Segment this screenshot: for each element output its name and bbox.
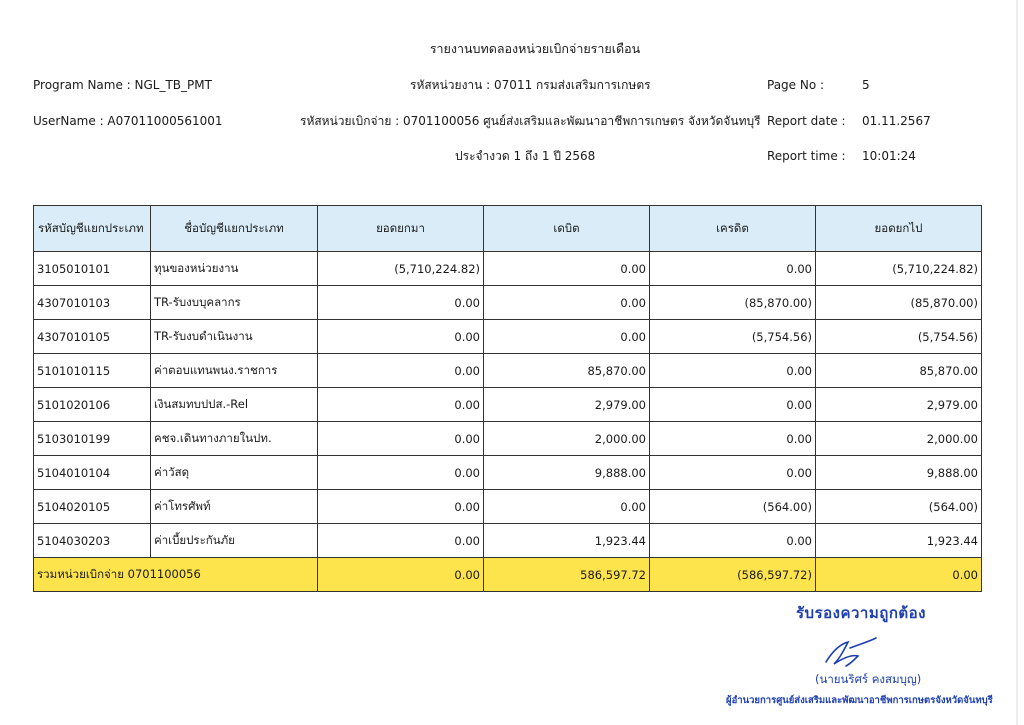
column-header: เดบิต — [484, 206, 650, 252]
total-label: รวมหน่วยเบิกจ่าย 0701100056 — [34, 558, 318, 592]
account-code-cell: 4307010103 — [34, 286, 151, 320]
account-name-cell: ค่าวัสดุ — [151, 456, 318, 490]
user-name: UserName : A07011000561001 — [33, 114, 223, 128]
column-header: รหัสบัญชีแยกประเภท — [34, 206, 151, 252]
certify-stamp: รับรองความถูกต้อง — [796, 604, 926, 622]
amount-cell: (5,710,224.82) — [816, 252, 982, 286]
account-code-cell: 4307010105 — [34, 320, 151, 354]
amount-cell: (564.00) — [816, 490, 982, 524]
amount-cell: 85,870.00 — [816, 354, 982, 388]
amount-cell: (85,870.00) — [816, 286, 982, 320]
account-code-cell: 3105010101 — [34, 252, 151, 286]
report-title: รายงานบทดลองหน่วยเบิกจ่ายรายเดือน — [429, 41, 641, 56]
amount-cell: 2,979.00 — [484, 388, 650, 422]
amount-cell: 0.00 — [650, 354, 816, 388]
amount-cell: 0.00 — [318, 456, 484, 490]
amount-cell: 2,000.00 — [816, 422, 982, 456]
amount-cell: 1,923.44 — [484, 524, 650, 558]
amount-cell: (5,754.56) — [816, 320, 982, 354]
amount-cell: 0.00 — [318, 422, 484, 456]
page-no-label: Page No : — [767, 78, 825, 92]
table-row — [34, 456, 982, 490]
report-date-value: 01.11.2567 — [862, 114, 931, 128]
account-code-cell: 5104020105 — [34, 490, 151, 524]
amount-cell: 0.00 — [318, 320, 484, 354]
amount-cell: 0.00 — [650, 524, 816, 558]
table-row — [34, 252, 982, 286]
table-row — [34, 320, 982, 354]
table-row — [34, 524, 982, 558]
program-name: Program Name : NGL_TB_PMT — [33, 78, 212, 92]
account-name-cell: คชจ.เดินทางภายในปท. — [151, 422, 318, 456]
account-name-cell: ค่าโทรศัพท์ — [151, 490, 318, 524]
amount-cell: (5,710,224.82) — [318, 252, 484, 286]
amount-cell: (85,870.00) — [650, 286, 816, 320]
amount-cell: 9,888.00 — [816, 456, 982, 490]
total-cell: (586,597.72) — [650, 558, 816, 592]
account-name-cell: ค่าเบี้ยประกันภัย — [151, 524, 318, 558]
amount-cell: 0.00 — [318, 490, 484, 524]
table-row — [34, 422, 982, 456]
amount-cell: (564.00) — [650, 490, 816, 524]
table-row — [34, 286, 982, 320]
report-time-value: 10:01:24 — [862, 149, 916, 163]
agency-line: รหัสหน่วยงาน : 07011 กรมส่งเสริมการเกษตร — [410, 78, 651, 92]
amount-cell: 0.00 — [650, 252, 816, 286]
column-header: เครดิต — [650, 206, 816, 252]
period-line: ประจำงวด 1 ถึง 1 ปี 2568 — [455, 149, 596, 163]
amount-cell: 9,888.00 — [484, 456, 650, 490]
column-header: ชื่อบัญชีแยกประเภท — [151, 206, 318, 252]
amount-cell: 0.00 — [318, 524, 484, 558]
account-name-cell: TR-รับงบบุคลากร — [151, 286, 318, 320]
account-code-cell: 5103010199 — [34, 422, 151, 456]
report-time-label: Report time : — [767, 149, 846, 163]
trial-balance-table — [33, 205, 982, 592]
account-code-cell: 5104010104 — [34, 456, 151, 490]
signer-position: ผู้อำนวยการศูนย์ส่งเสริมและพัฒนาอาชีพการเกษตรจังหวัดจันทบุรี — [726, 695, 993, 706]
account-name-cell: TR-รับงบดำเนินงาน — [151, 320, 318, 354]
account-code-cell: 5101020106 — [34, 388, 151, 422]
scan-edge — [1016, 0, 1018, 725]
amount-cell: 85,870.00 — [484, 354, 650, 388]
amount-cell: 0.00 — [484, 286, 650, 320]
column-header: ยอดยกมา — [318, 206, 484, 252]
amount-cell: 0.00 — [318, 354, 484, 388]
report-date-label: Report date : — [767, 114, 846, 128]
amount-cell: 1,923.44 — [816, 524, 982, 558]
account-name-cell: เงินสมทบปปส.-Rel — [151, 388, 318, 422]
account-code-cell: 5101010115 — [34, 354, 151, 388]
amount-cell: 0.00 — [484, 252, 650, 286]
amount-cell: 0.00 — [484, 320, 650, 354]
amount-cell: 0.00 — [484, 490, 650, 524]
table-row — [34, 490, 982, 524]
table-row — [34, 354, 982, 388]
total-row — [34, 558, 982, 592]
amount-cell: (5,754.56) — [650, 320, 816, 354]
total-cell: 0.00 — [816, 558, 982, 592]
page-no-value: 5 — [862, 78, 870, 92]
account-code-cell: 5104030203 — [34, 524, 151, 558]
amount-cell: 0.00 — [318, 286, 484, 320]
disbursement-unit-line: รหัสหน่วยเบิกจ่าย : 0701100056 ศูนย์ส่งเสริมและพัฒนาอาชีพการเกษตร จังหวัดจันทบุรี — [300, 114, 761, 128]
account-name-cell: ทุนของหน่วยงาน — [151, 252, 318, 286]
amount-cell: 0.00 — [650, 388, 816, 422]
amount-cell: 0.00 — [650, 422, 816, 456]
table-row — [34, 388, 982, 422]
amount-cell: 2,000.00 — [484, 422, 650, 456]
signer-name: (นายนริศร์ คงสมบุญ) — [815, 672, 922, 686]
amount-cell: 2,979.00 — [816, 388, 982, 422]
account-name-cell: ค่าตอบแทนพนง.ราชการ — [151, 354, 318, 388]
total-cell: 0.00 — [318, 558, 484, 592]
table-header-row — [34, 206, 982, 252]
amount-cell: 0.00 — [318, 388, 484, 422]
handwritten-signature — [820, 634, 880, 670]
total-cell: 586,597.72 — [484, 558, 650, 592]
amount-cell: 0.00 — [650, 456, 816, 490]
column-header: ยอดยกไป — [816, 206, 982, 252]
